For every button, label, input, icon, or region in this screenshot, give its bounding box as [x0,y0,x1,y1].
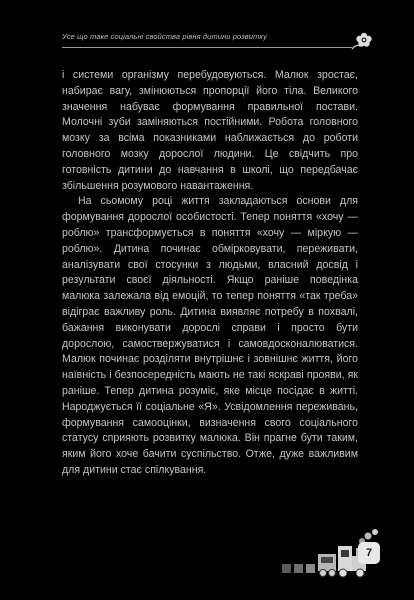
flower-icon [350,30,374,52]
body-text [62,68,358,479]
page-number: 7 [358,542,380,564]
paragraph-continued: і системи організму перебудовуються. Малюк зростає, набирає вагу, змінюються пропорції його тіла. Великого значення набуває формування правильної постави. Молочні зуби заміняються постійними. Робота головного мозку за всіма показниками наближається до роботи головного мозку дорослої людини. Це свідчить про готовність дитини до навчання в школі, що передбачає збільшення розумового навантаження. [62,69,358,192]
header-rule [62,47,352,48]
paragraph-seventh-year: На сьомому році життя закладаються основи для формування дорослої особистості. Тепер поняття «хочу — роблю» трансформується в поняття «хочу — міркую — роблю». Дитина починає обмірковувати, переживати, аналізувати свої стосунки з людьми, власний досвід і результати своєї діяльності. Якщо раніше поведінка малюка залежала від емоцій, то тепер поняття «так треба» відіграє важливу роль. Дитина виявляє потребу в похвалі, бажання виконувати дорослі справи і просто бути дорослою, самоствержуватися і самовдосконалюватися. Малюк починає розділяти внутрішнє і зовнішнє життя, його наївність і безпосередність мають не такі яскраві прояви, як раніше. Тепер дитина розуміє, яке місце посідає в житті. Народжується її соціальне «Я». Усвідомлення переживань, формування самооцінки, визначення свого соціального статусу сприяють розвитку малюка. Він прагне бути таким, яким його хоче бачити суспільство. Отже, дуже важливим для дитини стає спілкування. [62,195,358,476]
running-header-title: Усе що таке соціальні свойства рівня дитини розвитку [62,32,267,41]
running-header [0,30,414,52]
